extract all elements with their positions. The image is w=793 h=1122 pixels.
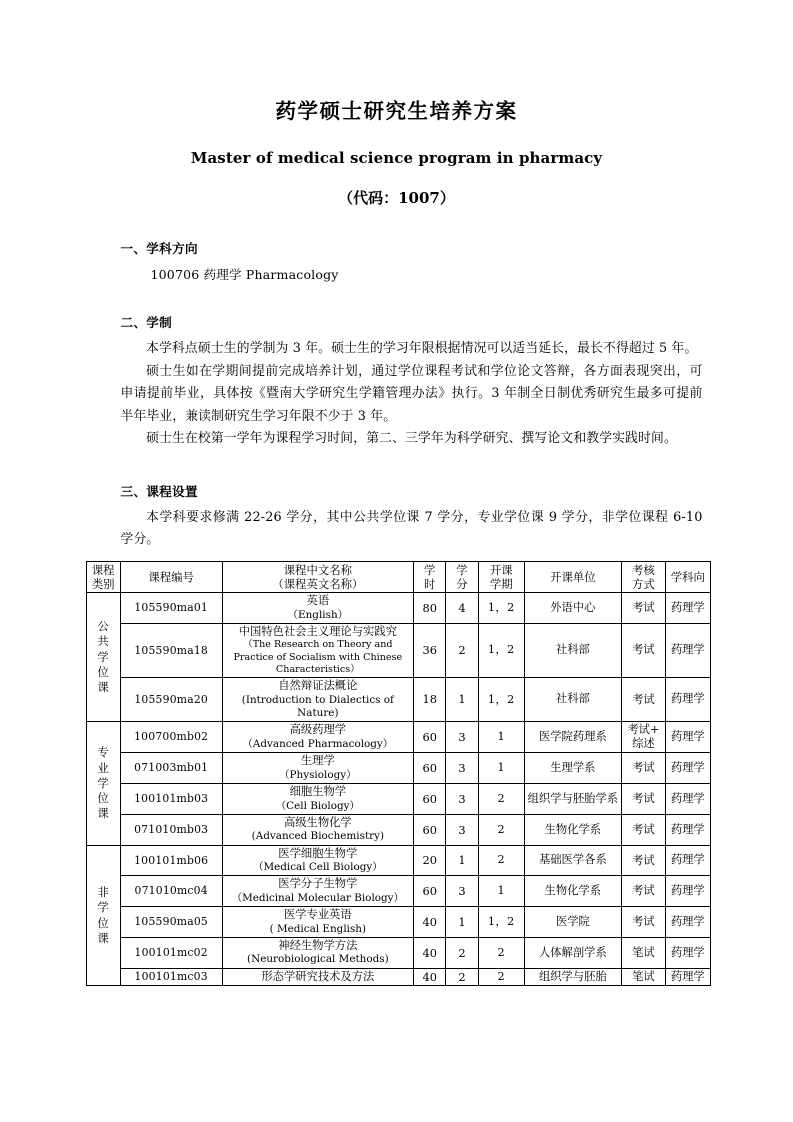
cell-term: 2 — [478, 968, 524, 986]
header-course-name — [222, 561, 414, 593]
header-category — [86, 561, 120, 593]
cell-credits: 1 — [446, 907, 478, 938]
cell-category — [86, 722, 120, 846]
course-name-en: （Medical Cell Biology） — [253, 861, 383, 874]
page-subtitle-english: Master of medical science program in pharmacy — [190, 148, 603, 167]
cell-course-code: 100101mb06 — [120, 845, 222, 876]
category-char: 非 — [97, 884, 109, 899]
cell-course-name — [222, 593, 414, 624]
cell-term: 1，2 — [478, 678, 524, 722]
exam-type-line: 考试 — [632, 915, 655, 929]
cell-term: 2 — [478, 845, 524, 876]
cell-credits: 1 — [446, 845, 478, 876]
exam-type-line: 考试 — [632, 600, 655, 614]
header-hours-line1: 学 — [424, 562, 436, 577]
cell-term: 1 — [478, 753, 524, 784]
cell-credits: 2 — [446, 938, 478, 969]
cell-course-code: 100101mc02 — [120, 938, 222, 969]
cell-credits: 3 — [446, 784, 478, 815]
cell-course-name — [222, 814, 414, 845]
cell-credits: 3 — [446, 753, 478, 784]
cell-term: 1，2 — [478, 907, 524, 938]
cell-department: 生物化学系 — [524, 876, 621, 907]
section-curriculum — [121, 481, 703, 552]
curriculum-paragraph-1: 本学科要求修满 22-26 学分，其中公共学位课 7 学分，专业学位课 9 学分，非学位课程 6-10 学分。 — [120, 509, 703, 548]
category-char: 课 — [97, 680, 109, 695]
category-char: 共 — [97, 634, 109, 649]
document-body — [91, 238, 703, 552]
cell-hours: 60 — [414, 753, 446, 784]
category-char: 学 — [97, 775, 109, 790]
cell-course-name — [222, 845, 414, 876]
cell-discipline: 药理学 — [666, 753, 710, 784]
exam-type-line: 笔试 — [632, 945, 655, 959]
cell-course-code: 105590ma05 — [120, 907, 222, 938]
course-name-en: (Advanced Biochemistry) — [251, 830, 385, 843]
header-term-line1: 开课 — [489, 562, 513, 577]
table-row — [86, 753, 710, 784]
header-exam-line2: 方式 — [632, 576, 655, 591]
cell-discipline: 药理学 — [666, 845, 710, 876]
cell-credits: 2 — [446, 968, 478, 986]
cell-term: 2 — [478, 784, 524, 815]
cell-discipline: 药理学 — [666, 678, 710, 722]
table-row — [86, 876, 710, 907]
category-char: 位 — [97, 664, 109, 679]
cell-exam-type — [621, 784, 665, 815]
cell-department: 基础医学各系 — [524, 845, 621, 876]
table-row — [86, 678, 710, 722]
course-name-en: ( Medical English) — [269, 922, 367, 935]
cell-credits: 4 — [446, 593, 478, 624]
cell-discipline: 药理学 — [666, 593, 710, 624]
cell-course-code: 071010mb03 — [120, 814, 222, 845]
course-table-container — [83, 561, 711, 987]
cell-exam-type — [621, 968, 665, 986]
category-char: 学 — [97, 649, 109, 664]
cell-course-name — [222, 938, 414, 969]
cell-exam-type — [621, 722, 665, 753]
course-name-en: （Advanced Pharmacology） — [242, 737, 394, 750]
header-department: 开课单位 — [524, 561, 621, 593]
category-char: 位 — [97, 915, 109, 930]
exam-type-line: 考试 — [632, 853, 655, 867]
duration-paragraph-3: 硕士生在校第一学年为课程学习时间，第二、三学年为科学研究、撰写论文和教学实践时间。 — [146, 431, 677, 447]
cell-category — [86, 593, 120, 722]
course-name-en: (Introduction to Dialectics of Nature) — [241, 693, 394, 719]
exam-type-line: 考试+ — [627, 723, 660, 737]
course-name-cn: 医学细胞生物学 — [278, 846, 358, 860]
cell-hours: 40 — [414, 968, 446, 986]
cell-exam-type — [621, 678, 665, 722]
cell-credits: 1 — [446, 678, 478, 722]
course-name-cn: 高级生物化学 — [283, 815, 352, 829]
cell-department: 人体解剖学系 — [524, 938, 621, 969]
cell-discipline: 药理学 — [666, 938, 710, 969]
cell-department: 社科部 — [524, 678, 621, 722]
cell-department: 生物化学系 — [524, 814, 621, 845]
category-char: 业 — [97, 760, 109, 775]
exam-type-line: 考试 — [632, 761, 655, 775]
cell-discipline: 药理学 — [666, 968, 710, 986]
course-table — [86, 561, 711, 987]
course-name-cn: 英语 — [306, 594, 330, 608]
table-row — [86, 907, 710, 938]
category-char: 课 — [97, 806, 109, 821]
cell-term: 1 — [478, 722, 524, 753]
header-credits — [446, 561, 478, 593]
header-exam-type — [621, 561, 665, 593]
header-term — [478, 561, 524, 593]
page-title: 药学硕士研究生培养方案 — [275, 99, 518, 123]
cell-hours: 40 — [414, 907, 446, 938]
cell-hours: 60 — [414, 784, 446, 815]
discipline-direction-item: 100706 药理学 Pharmacology — [150, 266, 339, 282]
cell-department: 医学院药理系 — [524, 722, 621, 753]
cell-course-code: 100101mc03 — [120, 968, 222, 986]
header-category-line1: 课程 — [91, 562, 115, 577]
title-block — [0, 96, 793, 208]
section-1-heading: 一、学科方向 — [120, 240, 198, 256]
course-name-cn: 形态学研究技术及方法 — [261, 969, 375, 983]
header-credits-line1: 学 — [456, 562, 468, 577]
cell-credits: 3 — [446, 876, 478, 907]
header-credits-line2: 分 — [456, 576, 468, 591]
table-row — [86, 784, 710, 815]
course-name-en: Characteristics） — [275, 663, 360, 675]
course-name-en: （English） — [287, 608, 349, 621]
cell-discipline: 药理学 — [666, 784, 710, 815]
cell-category — [86, 845, 120, 986]
duration-paragraph-2: 硕士生如在学期间提前完成培养计划，通过学位课程考试和学位论文答辩，各方面表现突出，可申请提前毕业，具体按《暨南大学研究生学籍管理办法》执行。3 年制全日制优秀研究生最多可提前半年毕业，兼读制研究生学习年限不少于 3 年。 — [120, 363, 703, 424]
cell-credits: 3 — [446, 722, 478, 753]
cell-course-code: 105590ma20 — [120, 678, 222, 722]
cell-term: 2 — [478, 814, 524, 845]
cell-course-name — [222, 907, 414, 938]
exam-type-line: 考试 — [632, 643, 655, 657]
course-name-cn: 中国特色社会主义理论与实践究 — [238, 624, 397, 638]
course-table-body — [86, 593, 710, 986]
exam-type-line: 考试 — [632, 822, 655, 836]
cell-course-name — [222, 678, 414, 722]
cell-department: 外语中心 — [524, 593, 621, 624]
cell-term: 1 — [478, 876, 524, 907]
header-exam-line1: 考核 — [632, 562, 655, 577]
cell-exam-type — [621, 753, 665, 784]
cell-exam-type — [621, 593, 665, 624]
category-char: 专 — [97, 745, 109, 760]
exam-type-line: 综述 — [632, 737, 655, 751]
cell-course-code: 071003mb01 — [120, 753, 222, 784]
table-row — [86, 845, 710, 876]
course-name-en: Practice of Socialism with Chinese — [233, 651, 403, 663]
cell-course-code: 105590ma01 — [120, 593, 222, 624]
course-name-en: （Cell Biology） — [275, 799, 360, 812]
cell-hours: 60 — [414, 722, 446, 753]
category-char: 课 — [97, 930, 109, 945]
cell-course-code: 100101mb03 — [120, 784, 222, 815]
cell-term: 2 — [478, 938, 524, 969]
cell-exam-type — [621, 938, 665, 969]
course-name-cn: 医学分子生物学 — [278, 877, 358, 891]
cell-course-code: 100700mb02 — [120, 722, 222, 753]
cell-hours: 40 — [414, 938, 446, 969]
table-header-row — [86, 561, 710, 593]
table-row — [86, 968, 710, 986]
cell-hours: 60 — [414, 876, 446, 907]
course-name-cn: 高级药理学 — [289, 723, 347, 737]
header-category-line2: 类别 — [91, 576, 115, 591]
header-term-line2: 学期 — [489, 576, 513, 591]
cell-department: 组织学与胚胎 — [524, 968, 621, 986]
cell-course-name — [222, 784, 414, 815]
cell-credits: 2 — [446, 623, 478, 677]
header-course-code: 课程编号 — [120, 561, 222, 593]
cell-discipline: 药理学 — [666, 876, 710, 907]
cell-course-name — [222, 876, 414, 907]
cell-course-name — [222, 753, 414, 784]
cell-term: 1，2 — [478, 623, 524, 677]
course-name-cn: 生理学 — [300, 754, 335, 768]
header-hours — [414, 561, 446, 593]
cell-term: 1，2 — [478, 593, 524, 624]
cell-discipline: 药理学 — [666, 907, 710, 938]
exam-type-line: 考试 — [632, 692, 655, 706]
cell-exam-type — [621, 845, 665, 876]
cell-department: 生理学系 — [524, 753, 621, 784]
table-row — [86, 623, 710, 677]
course-table-header — [86, 561, 710, 593]
cell-department: 社科部 — [524, 623, 621, 677]
cell-credits: 3 — [446, 814, 478, 845]
cell-hours: 18 — [414, 678, 446, 722]
cell-exam-type — [621, 623, 665, 677]
section-3-heading: 三、课程设置 — [120, 483, 198, 499]
course-name-cn: 神经生物学方法 — [278, 939, 358, 953]
section-2-heading: 二、学制 — [120, 315, 173, 330]
cell-hours: 20 — [414, 845, 446, 876]
cell-discipline: 药理学 — [666, 814, 710, 845]
course-name-cn: 自然辩证法概论 — [278, 679, 358, 693]
course-name-en: （The Research on Theory and — [243, 639, 393, 651]
section-discipline-direction — [121, 238, 703, 285]
header-course-name-cn: 课程中文名称 — [283, 562, 353, 577]
header-discipline: 学科向 — [666, 561, 710, 593]
cell-exam-type — [621, 876, 665, 907]
category-char: 公 — [97, 618, 109, 633]
table-row — [86, 722, 710, 753]
cell-exam-type — [621, 907, 665, 938]
cell-department: 组织学与胚胎学系 — [524, 784, 621, 815]
table-row — [86, 938, 710, 969]
cell-hours: 36 — [414, 623, 446, 677]
cell-hours: 80 — [414, 593, 446, 624]
header-hours-line2: 时 — [424, 576, 436, 591]
cell-discipline: 药理学 — [666, 623, 710, 677]
cell-course-name — [222, 968, 414, 986]
cell-course-name — [222, 623, 414, 677]
course-name-en: （Physiology） — [279, 768, 357, 781]
course-name-en: （Medicinal Molecular Biology） — [231, 891, 404, 904]
course-name-cn: 细胞生物学 — [289, 785, 347, 799]
program-code-line: （代码：1007） — [338, 188, 455, 207]
category-char: 学 — [97, 900, 109, 915]
cell-course-code: 071010mc04 — [120, 876, 222, 907]
course-name-cn: 医学专业英语 — [283, 908, 352, 922]
table-row — [86, 814, 710, 845]
exam-type-line: 考试 — [632, 792, 655, 806]
course-name-en: (Neurobiological Methods) — [247, 953, 389, 966]
duration-paragraph-1: 本学科点硕士生的学制为 3 年。硕士生的学习年限根据情况可以适当延长，最长不得超过 5 年。 — [146, 341, 698, 356]
cell-exam-type — [621, 814, 665, 845]
table-row — [86, 593, 710, 624]
header-course-name-en: （课程英文名称） — [272, 576, 364, 591]
section-duration — [121, 312, 703, 451]
cell-course-code: 105590ma18 — [120, 623, 222, 677]
cell-course-name — [222, 722, 414, 753]
exam-type-line: 笔试 — [632, 970, 655, 984]
exam-type-line: 考试 — [632, 884, 655, 898]
category-char: 位 — [97, 791, 109, 806]
cell-department: 医学院 — [524, 907, 621, 938]
cell-hours: 60 — [414, 814, 446, 845]
cell-discipline: 药理学 — [666, 722, 710, 753]
